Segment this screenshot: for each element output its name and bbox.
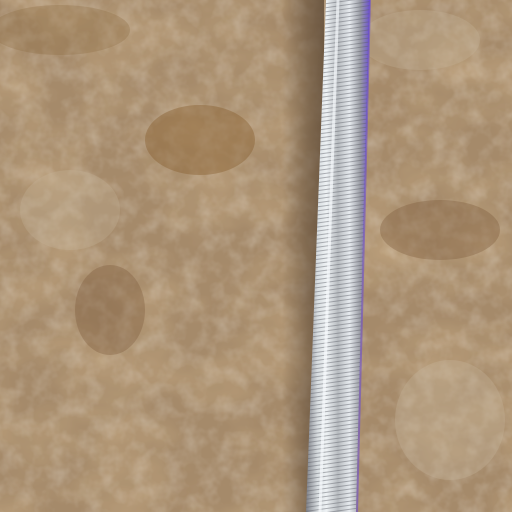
light-tuft [395,360,505,480]
dark-tuft [145,105,255,175]
dark-tuft [380,200,500,260]
dark-tuft [75,265,145,355]
light-tuft [20,170,120,250]
light-tuft [360,10,480,70]
